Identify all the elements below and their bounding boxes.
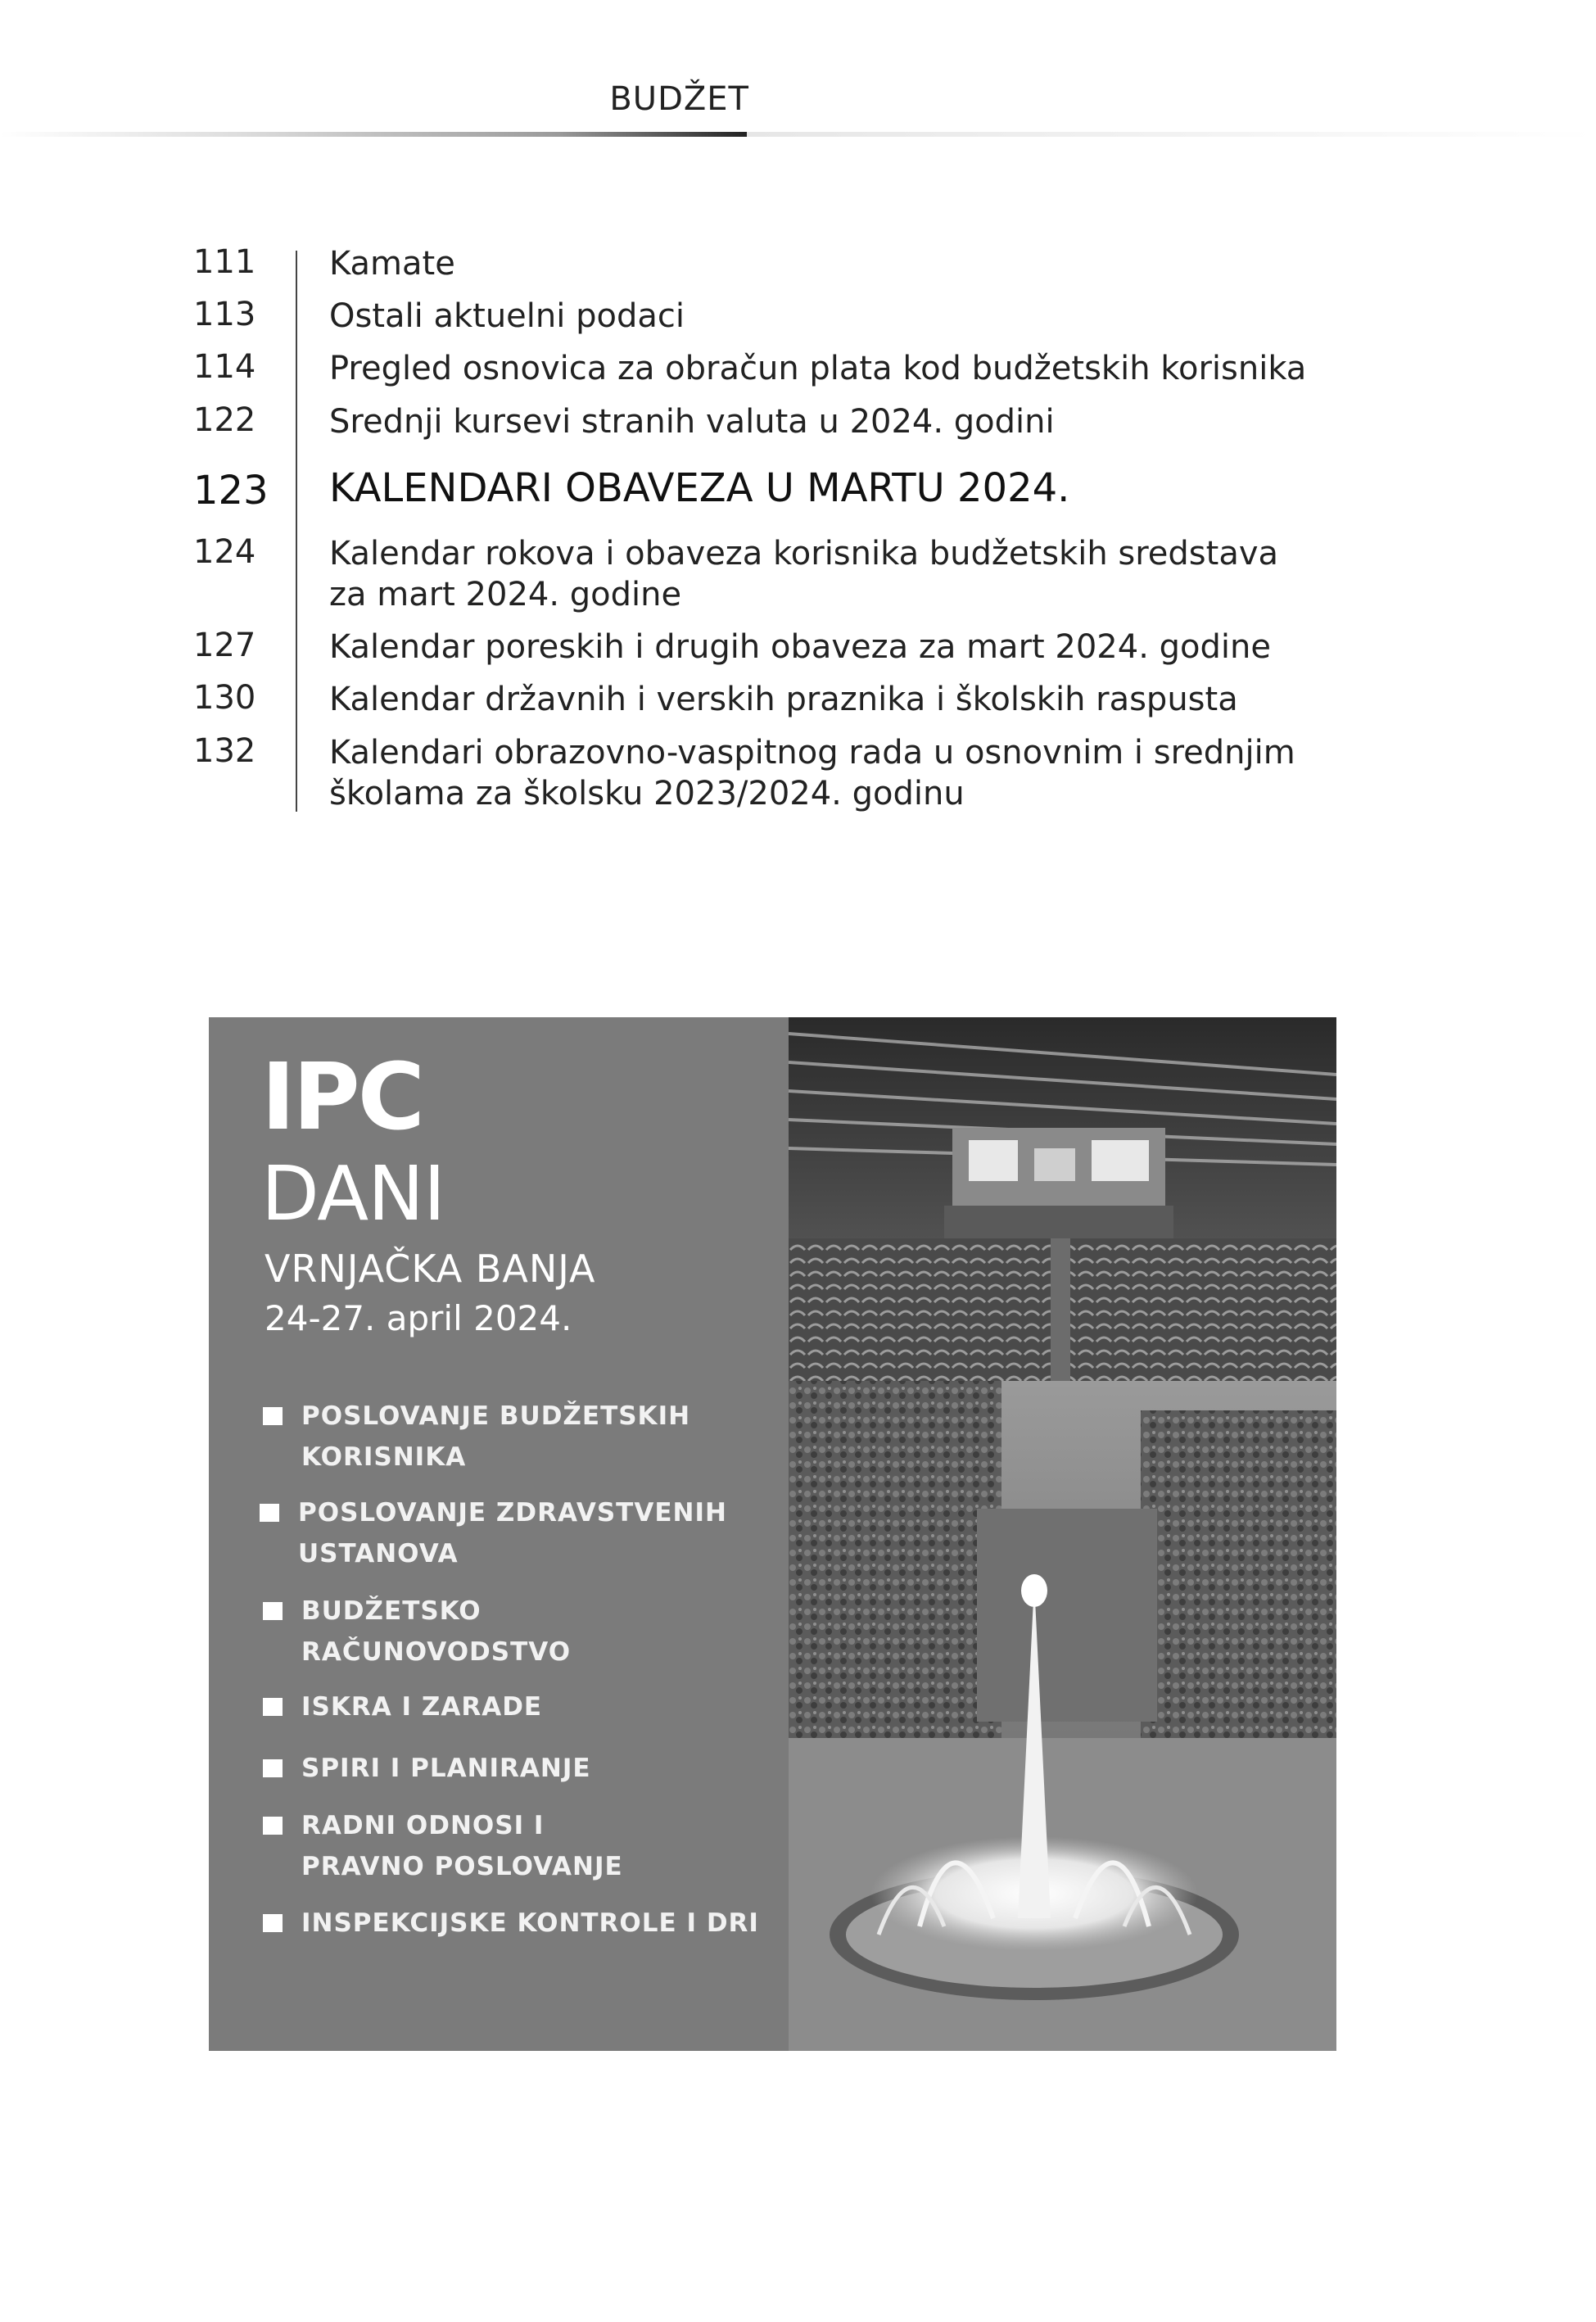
square-bullet-icon <box>263 1407 283 1425</box>
brand-logo-ipc: IPC <box>261 1044 423 1151</box>
event-topic <box>263 1748 779 1789</box>
event-topic-line: RADNI ODNOSI I <box>301 1811 545 1840</box>
event-topic <box>263 1591 779 1672</box>
toc-page-number: 130 <box>193 679 256 717</box>
event-topic-line: RAČUNOVODSTVO <box>301 1637 572 1667</box>
toc-page-number: 114 <box>193 348 256 386</box>
event-topic-line: ISKRA I ZARADE <box>301 1692 543 1722</box>
advert-photo-svg <box>789 1017 1336 2051</box>
event-topic-line: POSLOVANJE BUDŽETSKIH <box>301 1401 691 1431</box>
event-topic <box>263 1686 779 1727</box>
square-bullet-icon <box>263 1817 283 1835</box>
event-location: VRNJAČKA BANJA <box>264 1247 596 1291</box>
toc-page-number: 113 <box>193 296 256 333</box>
toc-entry-line: školama za školsku 2023/2024. godinu <box>329 775 965 812</box>
toc-entry-title: Kalendar državnih i verskih praznika i školskih raspusta <box>329 681 1238 718</box>
square-bullet-icon <box>263 1914 283 1932</box>
square-bullet-icon <box>260 1504 279 1522</box>
square-bullet-icon <box>263 1602 283 1620</box>
toc-page-number: 124 <box>193 533 256 571</box>
ipc-dani-advert[interactable] <box>209 1017 1336 2051</box>
brand-logo-dani: DANI <box>261 1150 445 1238</box>
header-rule <box>0 132 1596 137</box>
page-header-title: BUDŽET <box>609 80 749 118</box>
advert-photo-collage <box>789 1017 1336 2051</box>
toc-entry-line: Kalendari obrazovno-vaspitnog rada u osnovnim i srednjim <box>329 734 1295 772</box>
advert-text-panel <box>209 1017 789 2051</box>
toc-page-number: 122 <box>193 401 256 439</box>
toc-entry-title <box>329 533 1312 615</box>
event-topic-line: INSPEKCIJSKE KONTROLE I DRI <box>301 1908 759 1938</box>
toc-divider <box>296 251 297 812</box>
conference-hall-photo <box>789 1017 1336 1381</box>
toc-page-number: 127 <box>193 627 256 664</box>
event-topic-line: PRAVNO POSLOVANJE <box>301 1852 623 1881</box>
event-topic-line: POSLOVANJE ZDRAVSTVENIH <box>298 1498 727 1528</box>
toc-entry-title: Pregled osnovica za obračun plata kod budžetskih korisnika <box>329 350 1307 387</box>
square-bullet-icon <box>263 1698 283 1716</box>
event-date: 24-27. april 2024. <box>264 1298 572 1338</box>
toc-entry-line: Kalendar rokova i obaveza korisnika budžetskih sredstava <box>329 535 1279 573</box>
event-topic-line: BUDŽETSKO <box>301 1596 482 1626</box>
event-topic <box>263 1903 779 1944</box>
event-topic <box>263 1805 779 1887</box>
event-topic-line: SPIRI I PLANIRANJE <box>301 1754 591 1783</box>
toc-entry-title: Kamate <box>329 245 455 283</box>
event-topic-line: USTANOVA <box>298 1539 459 1568</box>
toc-page-number: 111 <box>193 243 256 281</box>
event-topic-line: KORISNIKA <box>301 1442 467 1472</box>
toc-entry-title <box>329 732 1312 814</box>
square-bullet-icon <box>263 1759 283 1777</box>
toc-entry-title: Kalendar poreskih i drugih obaveza za mart 2024. godine <box>329 628 1271 666</box>
event-topic <box>263 1396 779 1478</box>
toc-section-title: KALENDARI OBAVEZA U MARTU 2024. <box>329 465 1070 511</box>
event-topic <box>260 1492 775 1574</box>
toc-page-number: 123 <box>193 468 269 514</box>
toc-page-number: 132 <box>193 732 256 770</box>
toc-entry-title: Ostali aktuelni podaci <box>329 297 685 335</box>
toc-entry-line: za mart 2024. godine <box>329 576 682 613</box>
park-fountain-photo <box>789 1381 1336 2051</box>
toc-entry-title: Srednji kursevi stranih valuta u 2024. godini <box>329 403 1055 441</box>
